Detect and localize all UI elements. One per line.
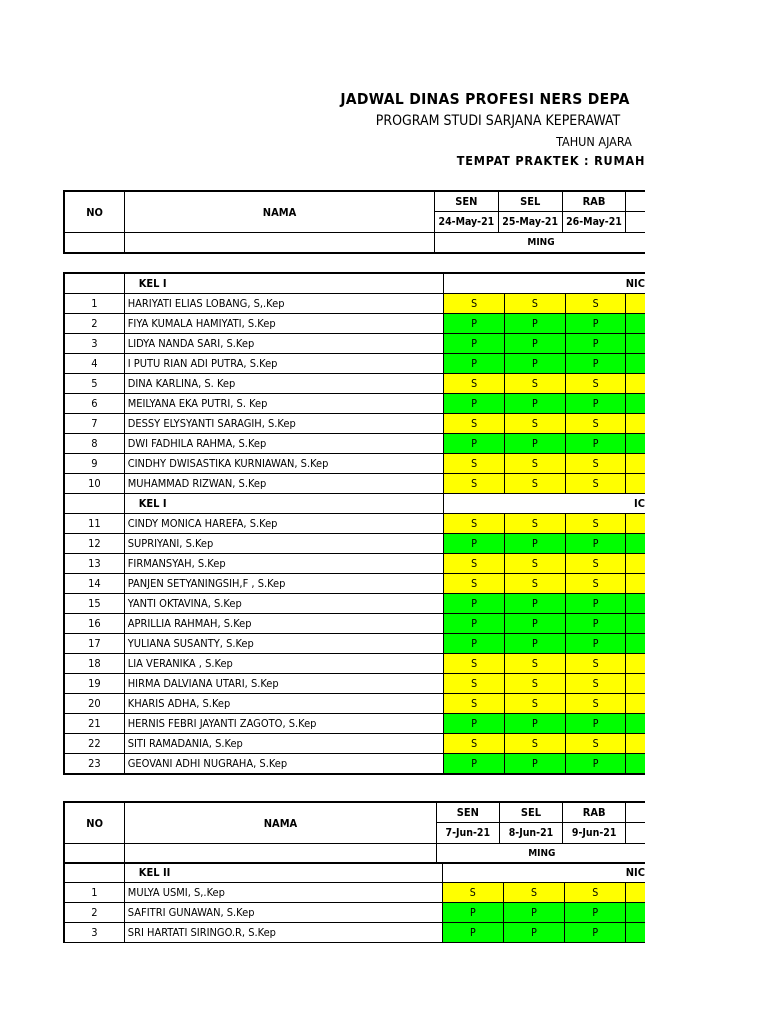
date-header: 9-Jun-21: [563, 823, 626, 844]
overflow-cell: [626, 354, 645, 374]
unit-label: IC: [444, 494, 645, 514]
shift-cell[interactable]: S: [444, 574, 505, 594]
student-name: KHARIS ADHA, S.Kep: [124, 694, 444, 714]
row-number: 12: [64, 534, 124, 554]
shift-cell[interactable]: S: [565, 454, 626, 474]
student-name: FIRMANSYAH, S.Kep: [124, 554, 444, 574]
day-header: RAB: [563, 802, 626, 823]
shift-cell[interactable]: P: [565, 923, 626, 943]
student-name: APRILLIA RAHMAH, S.Kep: [124, 614, 444, 634]
shift-cell[interactable]: S: [505, 514, 566, 534]
row-number: 7: [64, 414, 124, 434]
table-row: [64, 674, 645, 694]
shift-cell[interactable]: S: [444, 554, 505, 574]
shift-cell[interactable]: S: [505, 414, 566, 434]
shift-cell[interactable]: S: [565, 554, 626, 574]
table-row: [64, 734, 645, 754]
row-number: 18: [64, 654, 124, 674]
week-label: MING: [434, 233, 645, 254]
shift-cell[interactable]: P: [505, 394, 566, 414]
program-subtitle: PROGRAM STUDI SARJANA KEPERAWAT: [375, 113, 621, 129]
shift-cell[interactable]: P: [505, 434, 566, 454]
overflow-cell: [626, 594, 645, 614]
group-label: KEL II: [124, 863, 442, 883]
overflow-cell: [626, 334, 645, 354]
shift-cell[interactable]: P: [444, 354, 505, 374]
row-number: 5: [64, 374, 124, 394]
day-header: SEL: [498, 191, 562, 212]
shift-cell[interactable]: S: [565, 574, 626, 594]
student-name: SITI RAMADANIA, S.Kep: [124, 734, 444, 754]
shift-cell[interactable]: P: [444, 394, 505, 414]
shift-cell[interactable]: S: [503, 883, 564, 903]
student-name: YANTI OKTAVINA, S.Kep: [124, 594, 444, 614]
student-name: GEOVANI ADHI NUGRAHA, S.Kep: [124, 754, 444, 775]
student-name: I PUTU RIAN ADI PUTRA, S.Kep: [124, 354, 444, 374]
shift-cell[interactable]: S: [444, 734, 505, 754]
col-nama-header: NAMA: [125, 802, 436, 844]
schedule-header-1: [63, 190, 645, 254]
group-header-row: [64, 273, 645, 294]
blank-cell: [64, 233, 125, 254]
shift-cell[interactable]: S: [444, 414, 505, 434]
overflow-cell: [626, 694, 645, 714]
shift-cell[interactable]: S: [444, 294, 505, 314]
schedule-table-1: [63, 272, 645, 775]
overflow-cell: [626, 614, 645, 634]
shift-cell[interactable]: P: [444, 334, 505, 354]
table-row: [64, 694, 645, 714]
document-title: JADWAL DINAS PROFESI NERS DEPA: [340, 90, 630, 108]
row-number: 3: [64, 334, 124, 354]
table-row: [64, 614, 645, 634]
shift-cell[interactable]: P: [442, 923, 503, 943]
row-number: 3: [64, 923, 124, 943]
student-name: HERNIS FEBRI JAYANTI ZAGOTO, S.Kep: [124, 714, 444, 734]
row-number: 16: [64, 614, 124, 634]
table-row: [64, 883, 645, 903]
table-row: [64, 554, 645, 574]
shift-cell[interactable]: P: [565, 394, 626, 414]
schedule-table-2: [63, 862, 645, 943]
overflow-cell: [626, 534, 645, 554]
overflow-cell: [626, 314, 645, 334]
shift-cell[interactable]: S: [442, 883, 503, 903]
row-number: 4: [64, 354, 124, 374]
table-row: [64, 634, 645, 654]
shift-cell[interactable]: P: [505, 334, 566, 354]
table-row: [64, 294, 645, 314]
date-header: 7-Jun-21: [436, 823, 499, 844]
overflow-cell: [626, 514, 645, 534]
student-name: HIRMA DALVIANA UTARI, S.Kep: [124, 674, 444, 694]
student-name: MULYA USMI, S,.Kep: [124, 883, 442, 903]
col-nama-header: NAMA: [125, 191, 435, 233]
row-number: 23: [64, 754, 124, 775]
table-row: [64, 474, 645, 494]
table-row: [64, 374, 645, 394]
academic-year-label: TAHUN AJARA: [556, 134, 632, 149]
shift-cell[interactable]: P: [444, 594, 505, 614]
date-header: 8-Jun-21: [499, 823, 562, 844]
date-header: 24-May-21: [434, 212, 498, 233]
blank-cell: [125, 233, 435, 254]
col-no-header: NO: [64, 191, 125, 233]
student-name: LIA VERANIKA , S.Kep: [124, 654, 444, 674]
student-name: DINA KARLINA, S. Kep: [124, 374, 444, 394]
shift-cell[interactable]: P: [505, 354, 566, 374]
table-row: [64, 534, 645, 554]
table-row: [64, 654, 645, 674]
shift-cell[interactable]: P: [505, 614, 566, 634]
shift-cell[interactable]: P: [505, 714, 566, 734]
shift-cell[interactable]: P: [505, 594, 566, 614]
day-header: SEN: [436, 802, 499, 823]
shift-cell[interactable]: P: [503, 903, 564, 923]
overflow-cell: [626, 414, 645, 434]
overflow-cell: [626, 923, 645, 943]
row-number: 20: [64, 694, 124, 714]
table-row: [64, 454, 645, 474]
table-row: [64, 714, 645, 734]
shift-cell[interactable]: S: [565, 694, 626, 714]
row-number: 10: [64, 474, 124, 494]
overflow-cell: [626, 903, 645, 923]
day-header: SEN: [434, 191, 498, 212]
shift-cell[interactable]: P: [565, 903, 626, 923]
student-name: DWI FADHILA RAHMA, S.Kep: [124, 434, 444, 454]
shift-cell[interactable]: S: [505, 374, 566, 394]
shift-cell[interactable]: S: [444, 474, 505, 494]
overflow-cell: [626, 374, 645, 394]
shift-cell[interactable]: P: [442, 903, 503, 923]
row-number: 2: [64, 903, 124, 923]
overflow-cell: [626, 634, 645, 654]
row-number: 19: [64, 674, 124, 694]
shift-cell[interactable]: P: [565, 634, 626, 654]
overflow-cell: [626, 674, 645, 694]
shift-cell[interactable]: P: [444, 714, 505, 734]
shift-cell[interactable]: P: [505, 314, 566, 334]
shift-cell[interactable]: P: [444, 434, 505, 454]
shift-cell[interactable]: S: [565, 514, 626, 534]
shift-cell[interactable]: S: [505, 554, 566, 574]
overflow-cell: [626, 734, 645, 754]
row-number: 9: [64, 454, 124, 474]
student-name: MEILYANA EKA PUTRI, S. Kep: [124, 394, 444, 414]
row-number: 1: [64, 294, 124, 314]
table-row: [64, 414, 645, 434]
header-overflow-cell: [626, 191, 645, 212]
shift-cell[interactable]: S: [565, 883, 626, 903]
unit-label: NIC: [442, 863, 645, 883]
shift-cell[interactable]: S: [505, 574, 566, 594]
student-name: YULIANA SUSANTY, S.Kep: [124, 634, 444, 654]
table-row: [64, 923, 645, 943]
header-overflow-cell: [626, 212, 645, 233]
unit-label: NIC: [444, 273, 645, 294]
student-name: PANJEN SETYANINGSIH,F , S.Kep: [124, 574, 444, 594]
week-label: MING: [436, 844, 645, 864]
overflow-cell: [626, 394, 645, 414]
row-number: 8: [64, 434, 124, 454]
shift-cell[interactable]: P: [505, 634, 566, 654]
row-number: 15: [64, 594, 124, 614]
student-name: HARIYATI ELIAS LOBANG, S,.Kep: [124, 294, 444, 314]
student-name: MUHAMMAD RIZWAN, S.Kep: [124, 474, 444, 494]
student-name: SUPRIYANI, S.Kep: [124, 534, 444, 554]
overflow-cell: [626, 294, 645, 314]
shift-cell[interactable]: S: [444, 694, 505, 714]
shift-cell[interactable]: P: [565, 614, 626, 634]
shift-cell[interactable]: P: [503, 923, 564, 943]
day-header: SEL: [499, 802, 562, 823]
col-no-header: NO: [64, 802, 125, 844]
blank-cell: [64, 494, 124, 514]
shift-cell[interactable]: S: [565, 474, 626, 494]
overflow-cell: [626, 434, 645, 454]
overflow-cell: [626, 454, 645, 474]
row-number: 21: [64, 714, 124, 734]
shift-cell[interactable]: P: [444, 614, 505, 634]
overflow-cell: [626, 883, 645, 903]
overflow-cell: [626, 714, 645, 734]
day-header: RAB: [562, 191, 626, 212]
date-header: 26-May-21: [562, 212, 626, 233]
blank-cell: [125, 844, 436, 864]
practice-location-label: TEMPAT PRAKTEK : RUMAH: [456, 153, 645, 168]
shift-cell[interactable]: P: [565, 594, 626, 614]
shift-cell[interactable]: P: [565, 714, 626, 734]
table-row: [64, 314, 645, 334]
shift-cell[interactable]: P: [565, 334, 626, 354]
shift-cell[interactable]: P: [444, 314, 505, 334]
overflow-cell: [626, 574, 645, 594]
header-overflow-cell: [626, 823, 645, 844]
table-row: [64, 903, 645, 923]
shift-cell[interactable]: S: [565, 674, 626, 694]
shift-cell[interactable]: S: [444, 654, 505, 674]
table-row: [64, 394, 645, 414]
table-row: [64, 354, 645, 374]
student-name: FIYA KUMALA HAMIYATI, S.Kep: [124, 314, 444, 334]
group-header-row: [64, 863, 645, 883]
shift-cell[interactable]: S: [505, 674, 566, 694]
shift-cell[interactable]: P: [565, 354, 626, 374]
shift-cell[interactable]: S: [505, 474, 566, 494]
shift-cell[interactable]: P: [444, 754, 505, 775]
blank-cell: [64, 844, 125, 864]
student-name: SRI HARTATI SIRINGO.R, S.Kep: [124, 923, 442, 943]
table-row: [64, 334, 645, 354]
shift-cell[interactable]: S: [444, 514, 505, 534]
shift-cell[interactable]: P: [444, 634, 505, 654]
shift-cell[interactable]: S: [444, 374, 505, 394]
blank-cell: [64, 863, 124, 883]
table-row: [64, 514, 645, 534]
shift-cell[interactable]: S: [505, 694, 566, 714]
header-overflow-cell: [626, 802, 645, 823]
shift-cell[interactable]: S: [565, 374, 626, 394]
table-row: [64, 754, 645, 775]
group-label: KEL I: [124, 273, 444, 294]
overflow-cell: [626, 654, 645, 674]
shift-cell[interactable]: S: [565, 294, 626, 314]
overflow-cell: [626, 754, 645, 775]
overflow-cell: [626, 554, 645, 574]
student-name: SAFITRI GUNAWAN, S.Kep: [124, 903, 442, 923]
shift-cell[interactable]: S: [505, 654, 566, 674]
student-name: DESSY ELYSYANTI SARAGIH, S.Kep: [124, 414, 444, 434]
table-row: [64, 574, 645, 594]
group-label: KEL I: [124, 494, 444, 514]
row-number: 6: [64, 394, 124, 414]
row-number: 11: [64, 514, 124, 534]
row-number: 17: [64, 634, 124, 654]
row-number: 2: [64, 314, 124, 334]
shift-cell[interactable]: S: [444, 674, 505, 694]
shift-cell[interactable]: S: [444, 454, 505, 474]
shift-cell[interactable]: P: [505, 754, 566, 775]
shift-cell[interactable]: P: [565, 434, 626, 454]
date-header: 25-May-21: [498, 212, 562, 233]
table-row: [64, 434, 645, 454]
shift-cell[interactable]: S: [565, 734, 626, 754]
row-number: 13: [64, 554, 124, 574]
shift-cell[interactable]: S: [505, 454, 566, 474]
row-number: 14: [64, 574, 124, 594]
shift-cell[interactable]: P: [565, 534, 626, 554]
blank-cell: [64, 273, 124, 294]
shift-cell[interactable]: P: [565, 754, 626, 775]
student-name: LIDYA NANDA SARI, S.Kep: [124, 334, 444, 354]
student-name: CINDY MONICA HAREFA, S.Kep: [124, 514, 444, 534]
table-row: [64, 594, 645, 614]
shift-cell[interactable]: S: [505, 734, 566, 754]
shift-cell[interactable]: S: [565, 654, 626, 674]
overflow-cell: [626, 474, 645, 494]
shift-cell[interactable]: S: [565, 414, 626, 434]
row-number: 1: [64, 883, 124, 903]
schedule-header-2: [63, 801, 645, 864]
shift-cell[interactable]: P: [444, 534, 505, 554]
shift-cell[interactable]: P: [505, 534, 566, 554]
shift-cell[interactable]: S: [505, 294, 566, 314]
row-number: 22: [64, 734, 124, 754]
student-name: CINDHY DWISASTIKA KURNIAWAN, S.Kep: [124, 454, 444, 474]
group-header-row: [64, 494, 645, 514]
shift-cell[interactable]: P: [565, 314, 626, 334]
